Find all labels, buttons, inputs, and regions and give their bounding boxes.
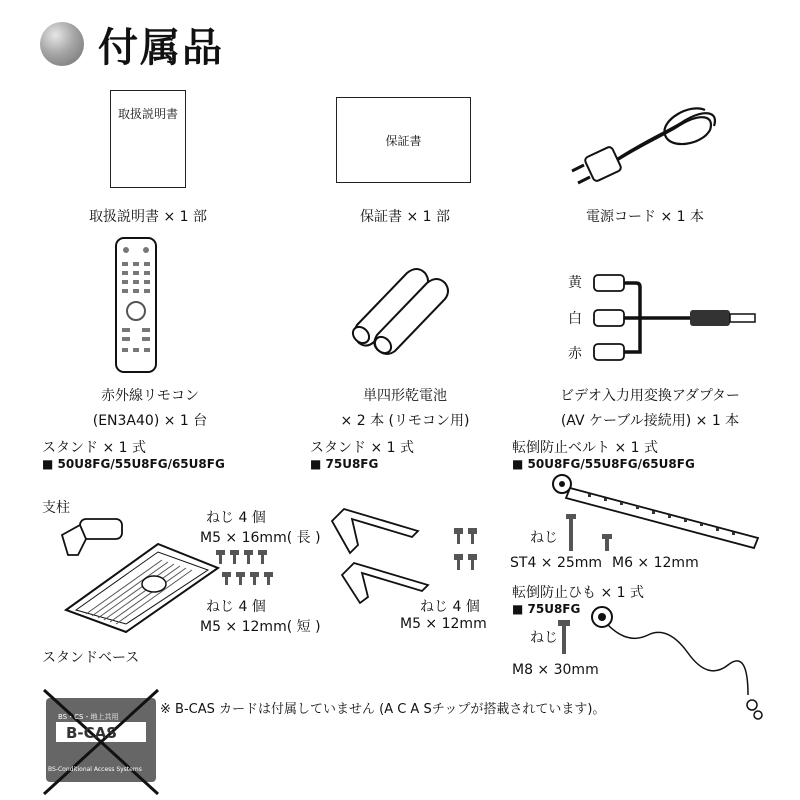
stand-b-heading: スタンド × 1 式 <box>310 440 414 456</box>
bullet-icon <box>40 22 84 66</box>
string-models: ■ 75U8FG <box>512 602 581 616</box>
belt-screw-label: ねじ <box>530 530 558 546</box>
manual-illustration <box>110 90 186 188</box>
string-screw-icon <box>556 618 576 658</box>
screws-long-line2: M5 × 16mm( 長 ) <box>200 530 321 546</box>
batteries-caption-line2: × 2 本 (リモコン用) <box>340 413 470 429</box>
bcas-card-icon <box>42 688 160 796</box>
belt-models: ■ 50U8FG/55U8FG/65U8FG <box>512 457 695 471</box>
av-label-yellow: 黄 <box>568 275 582 291</box>
av-label-red: 赤 <box>568 346 582 362</box>
power-cord-caption: 電源コード × 1 本 <box>586 209 704 225</box>
warranty-box-label: 保証書 <box>385 133 422 148</box>
stand-legs-icon <box>328 505 438 605</box>
belt-screw-b: M6 × 12mm <box>612 555 699 571</box>
stand-b-screws-line2: M5 × 12mm <box>400 616 487 632</box>
belt-heading: 転倒防止ベルト × 1 式 <box>512 440 658 456</box>
manual-box-label: 取扱説明書 <box>117 107 178 121</box>
stand-a-heading: スタンド × 1 式 <box>42 440 146 456</box>
string-icon <box>588 605 773 730</box>
bcas-card-text: B-CAS <box>66 724 118 742</box>
bcas-note: ※ B-CAS カードは付属していません (A C A Sチップが搭載されています)。 <box>160 702 606 717</box>
av-adapter-icon <box>590 272 775 362</box>
page-header <box>40 16 224 72</box>
warranty-caption: 保証書 × 1 部 <box>360 209 450 225</box>
av-label-white: 白 <box>568 311 582 327</box>
bcas-card-bottom: BS-Conditional Access Systems <box>48 766 142 773</box>
page-title: 付属品 <box>98 24 224 71</box>
stand-b-screws-icon <box>452 526 482 581</box>
stand-base-icon <box>62 540 222 635</box>
screws-short-icon <box>218 570 278 592</box>
belt-screw-a: ST4 × 25mm <box>510 555 603 571</box>
batteries-icon <box>345 265 465 350</box>
stand-a-models: ■ 50U8FG/55U8FG/65U8FG <box>42 457 225 471</box>
pillar-label: 支柱 <box>42 500 70 516</box>
remote-caption-line1: 赤外線リモコン <box>101 388 199 404</box>
manual-caption: 取扱説明書 × 1 部 <box>89 209 207 225</box>
screws-short-line2: M5 × 12mm( 短 ) <box>200 619 321 635</box>
remote-caption-line2: (EN3A40) × 1 台 <box>92 413 208 429</box>
string-screw-label: ねじ <box>530 630 558 646</box>
belt-screws-icon <box>562 512 622 554</box>
stand-base-label: スタンドベース <box>42 650 140 666</box>
av-caption-line1: ビデオ入力用変換アダプター <box>560 388 740 404</box>
string-screw-size: M8 × 30mm <box>512 662 599 678</box>
stand-b-models: ■ 75U8FG <box>310 457 379 471</box>
warranty-illustration <box>336 97 471 183</box>
remote-icon <box>112 236 160 376</box>
screws-long-line1: ねじ 4 個 <box>206 510 266 526</box>
av-caption-line2: (AV ケーブル接続用) × 1 本 <box>560 413 740 429</box>
batteries-caption-line1: 単四形乾電池 <box>363 388 447 404</box>
string-heading: 転倒防止ひも × 1 式 <box>512 585 644 601</box>
stand-b-screws-line1: ねじ 4 個 <box>420 599 480 615</box>
screws-short-line1: ねじ 4 個 <box>206 599 266 615</box>
power-cord-icon <box>570 95 720 195</box>
bcas-card-top: BS・CS・地上共用 <box>58 713 119 721</box>
